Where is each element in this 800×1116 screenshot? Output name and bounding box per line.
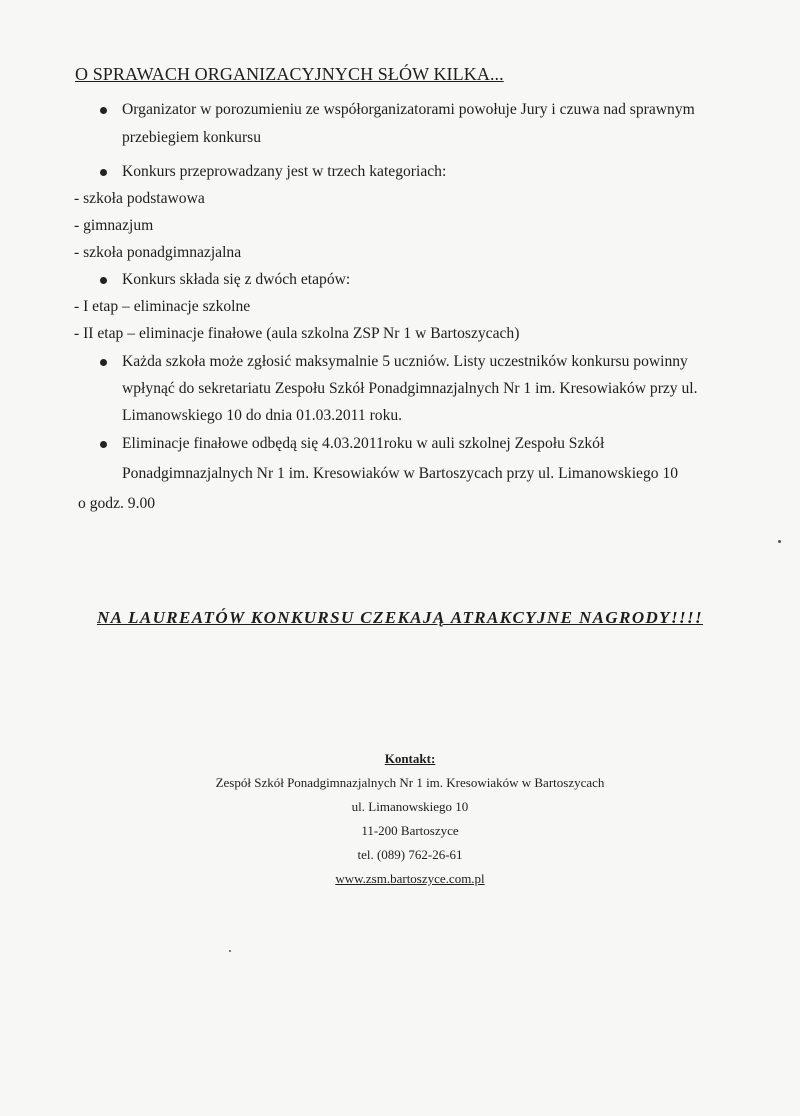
scan-speck [229,950,231,952]
list-item: Eliminacje finałowe odbędą się 4.03.2011roku w auli szkolnej Zespołu Szkół [122,435,605,452]
bullet-icon [100,169,107,176]
prize-announcement: NA LAUREATÓW KONKURSU CZEKAJĄ ATRAKCYJNE NAGRODY!!!! [96,608,704,627]
contact-city: 11-200 Bartoszyce [361,823,459,838]
category-item: - szkoła podstawowa [74,190,205,207]
list-item-continuation: wpłynąć do sekretariatu Zespołu Szkół Ponadgimnazjalnych Nr 1 im. Kresowiaków przy ul. [122,380,698,397]
category-item: - gimnazjum [74,217,154,234]
contact-website-link[interactable]: www.zsm.bartoszyce.com.pl [335,871,485,886]
contact-phone: tel. (089) 762-26-61 [357,847,463,862]
list-item-continuation: Limanowskiego 10 do dnia 01.03.2011 roku. [122,407,403,424]
bullet-icon [100,441,107,448]
section-heading: O SPRAWACH ORGANIZACYJNYCH SŁÓW KILKA... [75,64,504,84]
list-item-continuation: o godz. 9.00 [78,495,156,512]
list-item: Organizator w porozumieniu ze współorganizatorami powołuje Jury i czuwa nad sprawnym [122,101,695,118]
contact-school: Zespół Szkół Ponadgimnazjalnych Nr 1 im. Kresowiaków w Bartoszycach [215,775,605,790]
category-item: - szkoła ponadgimnazjalna [74,244,242,261]
bullet-icon [100,359,107,366]
contact-street: ul. Limanowskiego 10 [351,799,469,814]
bullet-icon [100,277,107,284]
list-item-continuation: przebiegiem konkursu [122,129,262,146]
stage-item: - I etap – eliminacje szkolne [74,298,251,315]
list-item: Każda szkoła może zgłosić maksymalnie 5 uczniów. Listy uczestników konkursu powinny [122,353,688,370]
list-item-continuation: Ponadgimnazjalnych Nr 1 im. Kresowiaków w Bartoszycach przy ul. Limanowskiego 10 [122,465,679,482]
scan-speck [778,540,781,543]
contact-title: Kontakt: [384,751,436,766]
list-item: Konkurs składa się z dwóch etapów: [122,271,351,288]
bullet-icon [100,107,107,114]
list-item: Konkurs przeprowadzany jest w trzech kategoriach: [122,163,447,180]
stage-item: - II etap – eliminacje finałowe (aula szkolna ZSP Nr 1 w Bartoszycach) [74,325,520,342]
